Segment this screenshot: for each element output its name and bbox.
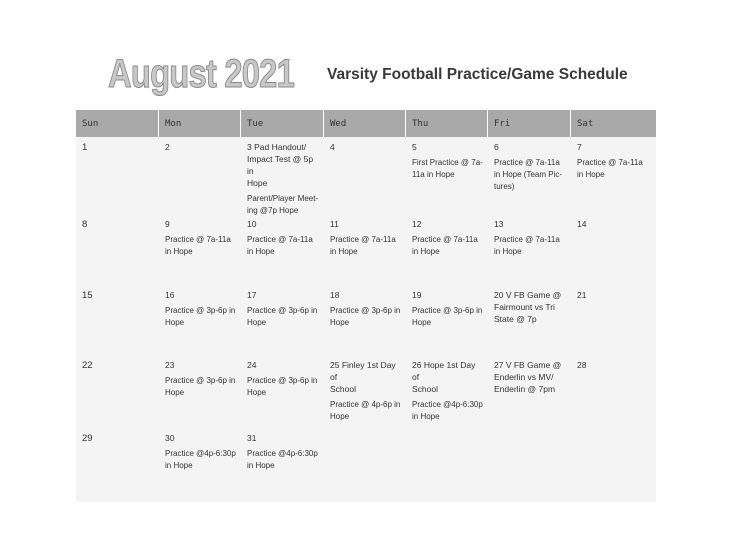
day-number: 19 — [412, 290, 422, 300]
day-number: 3 Pad Handout/ Impact Test @ 5p in Hope — [247, 142, 314, 188]
week-row — [76, 214, 656, 285]
day-cell — [324, 285, 406, 355]
event-note: Practice @ 7a-11a in Hope — [412, 235, 478, 256]
day-cell — [406, 285, 488, 355]
weekday-header: Mon — [159, 110, 241, 137]
day-cell — [406, 137, 488, 217]
day-cell — [241, 428, 324, 498]
day-number: 14 — [577, 219, 587, 229]
event-note: Practice @ 3p-6p in Hope — [247, 376, 318, 397]
day-cell — [241, 214, 324, 285]
week-row — [76, 355, 656, 428]
weekday-header: Sat — [571, 110, 656, 137]
event-note: Practice @4p-6:30p in Hope — [247, 449, 318, 470]
day-cell — [488, 285, 571, 355]
day-cell — [241, 285, 324, 355]
day-cell — [406, 214, 488, 285]
day-cell — [406, 428, 488, 498]
day-number: 30 — [165, 433, 175, 443]
day-cell — [159, 355, 241, 428]
event-note: Practice @ 7a-11a in Hope — [247, 235, 313, 256]
event-note: Practice @ 3p-6p in Hope — [412, 306, 483, 327]
day-number: 20 V FB Game @ Fairmount vs Tri State @ 7p — [494, 290, 562, 324]
day-cell — [324, 355, 406, 428]
day-cell — [76, 428, 159, 498]
day-number: 16 — [165, 290, 175, 300]
day-number: 13 — [494, 219, 504, 229]
week-row — [76, 137, 656, 214]
day-number: 21 — [577, 290, 587, 300]
day-cell — [324, 214, 406, 285]
event-note: Practice @ 7a-11a in Hope — [165, 235, 231, 256]
event-note: Practice @ 3p-6p in Hope — [165, 306, 236, 327]
day-number: 8 — [82, 219, 88, 230]
calendar-grid — [76, 110, 656, 502]
day-cell — [159, 214, 241, 285]
day-cell — [76, 355, 159, 428]
day-cell — [76, 214, 159, 285]
day-number: 17 — [247, 290, 257, 300]
event-note: Parent/Player Meet- ing @7p Hope — [247, 194, 319, 215]
day-cell — [76, 137, 159, 217]
day-cell — [571, 285, 656, 355]
day-cell — [571, 137, 656, 217]
day-cell — [159, 428, 241, 498]
day-cell — [159, 137, 241, 217]
weekday-header-row — [76, 110, 656, 137]
day-number: 18 — [330, 290, 340, 300]
event-note: Practice @ 7a-11a in Hope — [577, 158, 643, 179]
day-number: 15 — [82, 290, 93, 301]
day-number: 5 — [412, 142, 417, 152]
event-note: Practice @ 7a-11a in Hope (Team Pic- tures) — [494, 158, 563, 191]
day-cell — [488, 137, 571, 217]
day-number: 28 — [577, 360, 587, 370]
schedule-title: Varsity Football Practice/Game Schedule — [327, 66, 628, 83]
day-number: 4 — [330, 142, 335, 152]
weekday-header: Fri — [488, 110, 571, 137]
day-number: 29 — [82, 433, 93, 444]
event-note: Practice @ 3p-6p in Hope — [165, 376, 236, 397]
event-note: Practice @ 7a-11a in Hope — [494, 235, 560, 256]
day-number: 11 — [330, 219, 339, 229]
weekday-header: Wed — [324, 110, 406, 137]
day-cell — [488, 428, 571, 498]
day-cell — [488, 214, 571, 285]
day-number: 12 — [412, 219, 422, 229]
month-title: August 2021 — [108, 52, 295, 96]
day-number: 2 — [165, 142, 170, 152]
day-cell — [571, 428, 656, 498]
day-number: 6 — [494, 142, 499, 152]
day-number: 23 — [165, 360, 175, 370]
week-row — [76, 285, 656, 355]
event-note: Practice @4p-6:30p in Hope — [412, 400, 483, 421]
day-number: 1 — [82, 142, 88, 153]
day-number: 24 — [247, 360, 257, 370]
day-number: 7 — [577, 142, 582, 152]
day-number: 9 — [165, 219, 170, 229]
day-cell — [159, 285, 241, 355]
day-cell — [76, 285, 159, 355]
day-number: 26 Hope 1st Day of School — [412, 360, 476, 394]
day-cell — [488, 355, 571, 428]
day-cell — [406, 355, 488, 428]
day-cell — [241, 355, 324, 428]
weekday-header: Thu — [406, 110, 488, 137]
event-note: Practice @ 7a-11a in Hope — [330, 235, 396, 256]
day-cell — [324, 428, 406, 498]
event-note: Practice @4p-6:30p in Hope — [165, 449, 236, 470]
week-row — [76, 428, 656, 498]
weeks-container — [76, 137, 656, 498]
weekday-header: Sun — [76, 110, 159, 137]
event-note: Practice @ 3p-6p in Hope — [330, 306, 401, 327]
event-note: First Practice @ 7a- 11a in Hope — [412, 158, 483, 179]
event-note: Practice @ 3p-6p in Hope — [247, 306, 318, 327]
day-number: 31 — [247, 433, 257, 443]
day-number: 25 Finley 1st Day of School — [330, 360, 396, 394]
weekday-header: Tue — [241, 110, 324, 137]
day-cell — [324, 137, 406, 217]
day-number: 27 V FB Game @ Enderlin vs MV/ Enderlin @ 7pm — [494, 360, 562, 394]
event-note: Practice @ 4p-6p in Hope — [330, 400, 401, 421]
day-cell — [571, 214, 656, 285]
day-number: 22 — [82, 360, 93, 371]
day-number: 10 — [247, 219, 257, 229]
day-cell — [571, 355, 656, 428]
day-cell — [241, 137, 324, 217]
